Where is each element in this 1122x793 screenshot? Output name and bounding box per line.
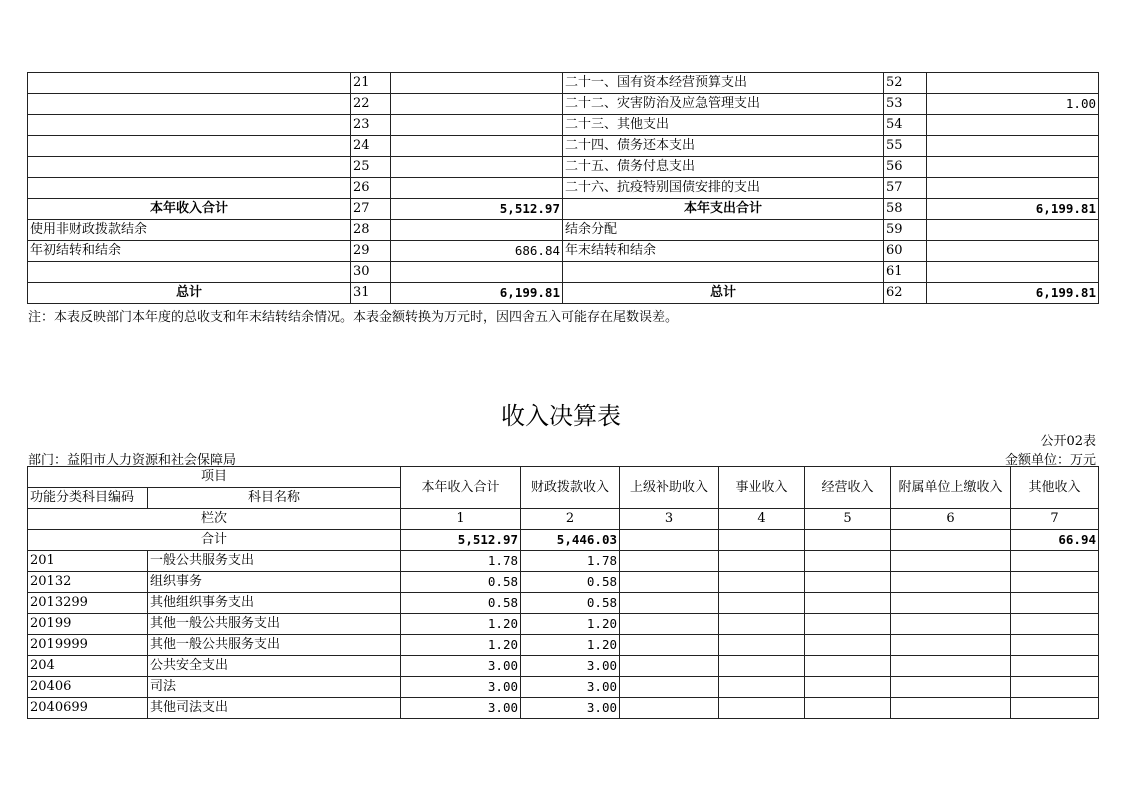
header-col-1: 本年收入合计	[401, 467, 521, 509]
income-row-number: 27	[351, 199, 391, 220]
income-item-label	[28, 262, 351, 283]
expense-amount	[927, 115, 1099, 136]
table-row	[28, 241, 1099, 262]
table-row	[28, 73, 1099, 94]
amount-cell: 0.58	[401, 572, 521, 593]
amount-cell	[620, 572, 719, 593]
amount-cell	[805, 635, 891, 656]
income-item-label	[28, 157, 351, 178]
amount-cell	[891, 698, 1011, 719]
expense-amount	[927, 262, 1099, 283]
amount-cell	[891, 656, 1011, 677]
amount-cell	[1011, 572, 1099, 593]
col-number: 3	[620, 509, 719, 530]
page-title: 收入决算表	[501, 402, 621, 430]
income-item-label	[28, 73, 351, 94]
unit-label: 金额单位：万元	[1004, 453, 1096, 468]
income-row-number: 24	[351, 136, 391, 157]
amount-cell: 0.58	[401, 593, 521, 614]
income-table	[27, 466, 1099, 719]
table-row	[28, 220, 1099, 241]
amount-cell: 3.00	[521, 677, 620, 698]
col-number: 5	[805, 509, 891, 530]
total-value: 5,446.03	[521, 530, 620, 551]
amount-cell	[1011, 593, 1099, 614]
amount-cell	[620, 677, 719, 698]
amount-cell	[719, 593, 805, 614]
expense-amount	[927, 157, 1099, 178]
amount-cell	[891, 677, 1011, 698]
amount-cell	[719, 677, 805, 698]
total-label: 合计	[28, 530, 401, 551]
table-row	[28, 551, 1099, 572]
header-col-2: 财政拨款收入	[521, 467, 620, 509]
subject-code: 20199	[28, 614, 148, 635]
header-col-3: 上级补助收入	[620, 467, 719, 509]
table-row	[28, 115, 1099, 136]
income-row-number: 21	[351, 73, 391, 94]
amount-cell	[805, 593, 891, 614]
amount-cell	[620, 551, 719, 572]
subject-name: 一般公共服务支出	[148, 551, 401, 572]
income-row-number: 23	[351, 115, 391, 136]
expense-item-label: 年末结转和结余	[563, 241, 884, 262]
table-row	[28, 178, 1099, 199]
income-amount	[391, 157, 563, 178]
amount-cell: 1.20	[521, 614, 620, 635]
amount-cell	[1011, 635, 1099, 656]
subject-name: 司法	[148, 677, 401, 698]
amount-cell	[719, 551, 805, 572]
amount-cell	[620, 635, 719, 656]
expense-amount: 6,199.81	[927, 199, 1099, 220]
amount-cell	[805, 614, 891, 635]
income-item-label: 总计	[28, 283, 351, 304]
col-row-label: 栏次	[28, 509, 401, 530]
expense-amount	[927, 136, 1099, 157]
total-value: 66.94	[1011, 530, 1099, 551]
expense-item-label: 结余分配	[563, 220, 884, 241]
expense-item-label: 二十二、灾害防治及应急管理支出	[563, 94, 884, 115]
expense-row-number: 59	[884, 220, 927, 241]
expense-item-label: 总计	[563, 283, 884, 304]
header-code: 功能分类科目编码	[28, 488, 148, 509]
expense-amount	[927, 241, 1099, 262]
income-amount	[391, 262, 563, 283]
table-row	[28, 136, 1099, 157]
expense-row-number: 52	[884, 73, 927, 94]
table-row	[28, 698, 1099, 719]
subject-name: 其他组织事务支出	[148, 593, 401, 614]
amount-cell: 3.00	[521, 698, 620, 719]
income-item-label: 使用非财政拨款结余	[28, 220, 351, 241]
header-item: 项目	[28, 467, 401, 488]
amount-cell	[620, 593, 719, 614]
income-row-number: 30	[351, 262, 391, 283]
subject-code: 20406	[28, 677, 148, 698]
summary-table	[27, 72, 1099, 304]
summary-table-body	[28, 73, 1099, 304]
amount-cell	[805, 698, 891, 719]
expense-row-number: 53	[884, 94, 927, 115]
amount-cell	[1011, 698, 1099, 719]
income-row-number: 25	[351, 157, 391, 178]
expense-amount	[927, 73, 1099, 94]
col-number: 1	[401, 509, 521, 530]
header-col-6: 附属单位上缴收入	[891, 467, 1011, 509]
amount-cell: 1.20	[401, 614, 521, 635]
amount-cell: 1.20	[401, 635, 521, 656]
expense-amount	[927, 178, 1099, 199]
amount-cell	[719, 656, 805, 677]
income-item-label	[28, 94, 351, 115]
expense-row-number: 58	[884, 199, 927, 220]
expense-item-label: 本年支出合计	[563, 199, 884, 220]
table-row	[28, 94, 1099, 115]
amount-cell: 1.78	[401, 551, 521, 572]
table-row	[28, 283, 1099, 304]
amount-cell	[805, 656, 891, 677]
amount-cell	[719, 572, 805, 593]
expense-item-label: 二十四、债务还本支出	[563, 136, 884, 157]
header-name: 科目名称	[148, 488, 401, 509]
expense-row-number: 62	[884, 283, 927, 304]
expense-amount: 6,199.81	[927, 283, 1099, 304]
amount-cell	[805, 572, 891, 593]
col-number: 6	[891, 509, 1011, 530]
total-value: 5,512.97	[401, 530, 521, 551]
table-row	[28, 656, 1099, 677]
header-col-5: 经营收入	[805, 467, 891, 509]
expense-row-number: 56	[884, 157, 927, 178]
income-amount	[391, 115, 563, 136]
amount-cell	[891, 551, 1011, 572]
income-amount	[391, 220, 563, 241]
department-label: 部门：益阳市人力资源和社会保障局	[28, 453, 237, 468]
expense-amount: 1.00	[927, 94, 1099, 115]
income-amount	[391, 73, 563, 94]
table-row	[28, 157, 1099, 178]
subject-name: 公共安全支出	[148, 656, 401, 677]
amount-cell	[719, 635, 805, 656]
income-item-label	[28, 115, 351, 136]
subject-code: 20132	[28, 572, 148, 593]
amount-cell	[620, 614, 719, 635]
income-row-number: 22	[351, 94, 391, 115]
amount-cell	[805, 551, 891, 572]
form-code: 公开02表	[1040, 434, 1096, 449]
subject-name: 其他一般公共服务支出	[148, 635, 401, 656]
expense-row-number: 61	[884, 262, 927, 283]
expense-row-number: 57	[884, 178, 927, 199]
subject-code: 204	[28, 656, 148, 677]
income-table-body	[28, 467, 1099, 719]
expense-item-label: 二十一、国有资本经营预算支出	[563, 73, 884, 94]
table-row	[28, 635, 1099, 656]
amount-cell: 3.00	[401, 677, 521, 698]
header-col-4: 事业收入	[719, 467, 805, 509]
expense-amount	[927, 220, 1099, 241]
table-row	[28, 262, 1099, 283]
total-value	[805, 530, 891, 551]
subject-name: 组织事务	[148, 572, 401, 593]
header-col-7: 其他收入	[1011, 467, 1099, 509]
income-amount	[391, 178, 563, 199]
amount-cell: 0.58	[521, 572, 620, 593]
income-row-number: 26	[351, 178, 391, 199]
subject-code: 2013299	[28, 593, 148, 614]
table-row	[28, 572, 1099, 593]
total-value	[620, 530, 719, 551]
income-amount: 6,199.81	[391, 283, 563, 304]
amount-cell: 3.00	[401, 698, 521, 719]
amount-cell: 0.58	[521, 593, 620, 614]
income-amount	[391, 136, 563, 157]
expense-row-number: 60	[884, 241, 927, 262]
amount-cell	[1011, 551, 1099, 572]
expense-item-label: 二十六、抗疫特别国债安排的支出	[563, 178, 884, 199]
amount-cell: 1.78	[521, 551, 620, 572]
income-amount: 686.84	[391, 241, 563, 262]
table-row	[28, 614, 1099, 635]
expense-item-label: 二十五、债务付息支出	[563, 157, 884, 178]
income-amount	[391, 94, 563, 115]
amount-cell: 3.00	[401, 656, 521, 677]
total-value	[891, 530, 1011, 551]
income-row-number: 31	[351, 283, 391, 304]
table-row	[28, 593, 1099, 614]
table-note: 注：本表反映部门本年度的总收支和年末结转结余情况。本表金额转换为万元时，因四舍五入可能存在尾数误差。	[28, 310, 679, 325]
amount-cell	[805, 677, 891, 698]
amount-cell	[719, 698, 805, 719]
amount-cell	[1011, 656, 1099, 677]
expense-row-number: 55	[884, 136, 927, 157]
amount-cell	[620, 656, 719, 677]
expense-item-label: 二十三、其他支出	[563, 115, 884, 136]
income-row-number: 29	[351, 241, 391, 262]
expense-item-label	[563, 262, 884, 283]
table-row	[28, 199, 1099, 220]
amount-cell: 1.20	[521, 635, 620, 656]
income-item-label: 年初结转和结余	[28, 241, 351, 262]
amount-cell	[891, 572, 1011, 593]
amount-cell	[1011, 677, 1099, 698]
income-row-number: 28	[351, 220, 391, 241]
amount-cell	[620, 698, 719, 719]
amount-cell	[891, 635, 1011, 656]
subject-name: 其他一般公共服务支出	[148, 614, 401, 635]
amount-cell	[891, 593, 1011, 614]
subject-code: 2040699	[28, 698, 148, 719]
table-row	[28, 677, 1099, 698]
subject-code: 2019999	[28, 635, 148, 656]
expense-row-number: 54	[884, 115, 927, 136]
col-number: 4	[719, 509, 805, 530]
income-item-label	[28, 178, 351, 199]
income-amount: 5,512.97	[391, 199, 563, 220]
amount-cell	[719, 614, 805, 635]
col-number: 7	[1011, 509, 1099, 530]
amount-cell	[1011, 614, 1099, 635]
total-value	[719, 530, 805, 551]
subject-code: 201	[28, 551, 148, 572]
amount-cell	[891, 614, 1011, 635]
col-number: 2	[521, 509, 620, 530]
income-item-label	[28, 136, 351, 157]
subject-name: 其他司法支出	[148, 698, 401, 719]
amount-cell: 3.00	[521, 656, 620, 677]
income-item-label: 本年收入合计	[28, 199, 351, 220]
